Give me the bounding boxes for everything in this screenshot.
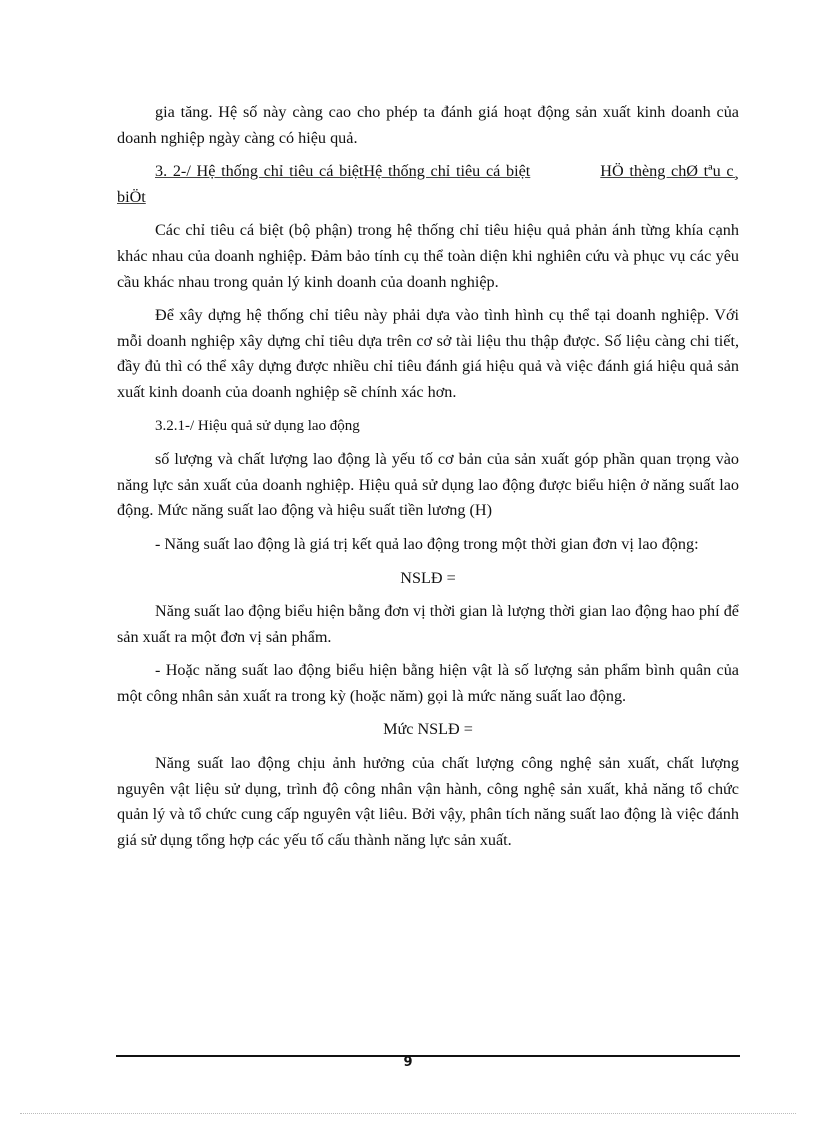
formula-nsld: NSLĐ = xyxy=(400,568,456,587)
paragraph-individual-indicators: Các chỉ tiêu cá biệt (bộ phận) trong hệ thống chỉ tiêu hiệu quả phản ánh từng khía cạnh khác nhau của doanh nghiệp. Đảm bảo tính cụ thể toàn diện khi nghiên cứu và phục vụ các yêu cầu khác nhau trong quản lý kinh doanh của doanh nghiệp. xyxy=(117,221,739,291)
paragraph-physical-unit: - Hoặc năng suất lao động biểu hiện bằng hiện vật là số lượng sản phẩm bình quân của một công nhân sản xuất ra trong kỳ (hoặc năm) gọi là mức năng suất lao động. xyxy=(117,661,739,705)
section-heading-garbled: HÖ thèng chØ tªu c¸ biÖt xyxy=(117,162,739,206)
paragraph-productivity-factors: Năng suất lao động chịu ảnh hưởng của chất lượng công nghệ sản xuất, chất lượng nguyên vật liệu sử dụng, trình độ công nhân vận hành, công nghệ sản xuất, khả năng tổ chức quản lý và tổ chức cung cấp nguyên vật liêu. Bởi vậy, phân tích năng suất lao động là việc đánh giá sử dụng tổng hợp các yếu tố cấu thành năng lực sản xuất. xyxy=(117,754,739,849)
formula-muc-nsld: Mức NSLĐ = xyxy=(383,720,473,739)
paragraph-labor-quality: số lượng và chất lượng lao động là yếu tố cơ bản của sản xuất góp phần quan trọng vào năng lực sản xuất của doanh nghiệp. Hiệu quả sử dụng lao động được biểu hiện ở năng suất lao động. Mức năng suất lao động và hiệu suất tiền lương (H) xyxy=(117,450,739,520)
body-text xyxy=(117,100,739,853)
page-bottom-border xyxy=(20,1113,796,1114)
page-number: 9 xyxy=(403,1055,413,1070)
section-heading-text: 3. 2-/ Hệ thống chỉ tiêu cá biệtHệ thống chỉ tiêu cá biệt xyxy=(155,162,531,181)
paragraph-productivity-definition: - Năng suất lao động là giá trị kết quả lao động trong một thời gian đơn vị lao động: xyxy=(155,534,699,553)
paragraph-time-unit: Năng suất lao động biểu hiện bằng đơn vị thời gian là lượng thời gian lao động hao phí để sản xuất ra một đơn vị sản phẩm. xyxy=(117,602,739,646)
paragraph-building-indicators: Để xây dựng hệ thống chỉ tiêu này phải dựa vào tình hình cụ thể tại doanh nghiệp. Với mỗi doanh nghiệp xây dựng chỉ tiêu dựa trên cơ sở tài liệu thu thập được. Số liệu càng chi tiết, đầy đủ thì có thể xây dựng được nhiều chỉ tiêu đánh giá hiệu quả và việc đánh giá hiệu quả sản xuất kinh doanh của doanh nghiệp sẽ chính xác hơn. xyxy=(117,306,739,401)
subsection-heading: 3.2.1-/ Hiệu quả sử dụng lao động xyxy=(155,417,360,434)
section-heading xyxy=(117,159,739,210)
paragraph-continuation: gia tăng. Hệ số này càng cao cho phép ta đánh giá hoạt động sản xuất kinh doanh của doanh nghiệp ngày càng có hiệu quả. xyxy=(117,103,739,147)
